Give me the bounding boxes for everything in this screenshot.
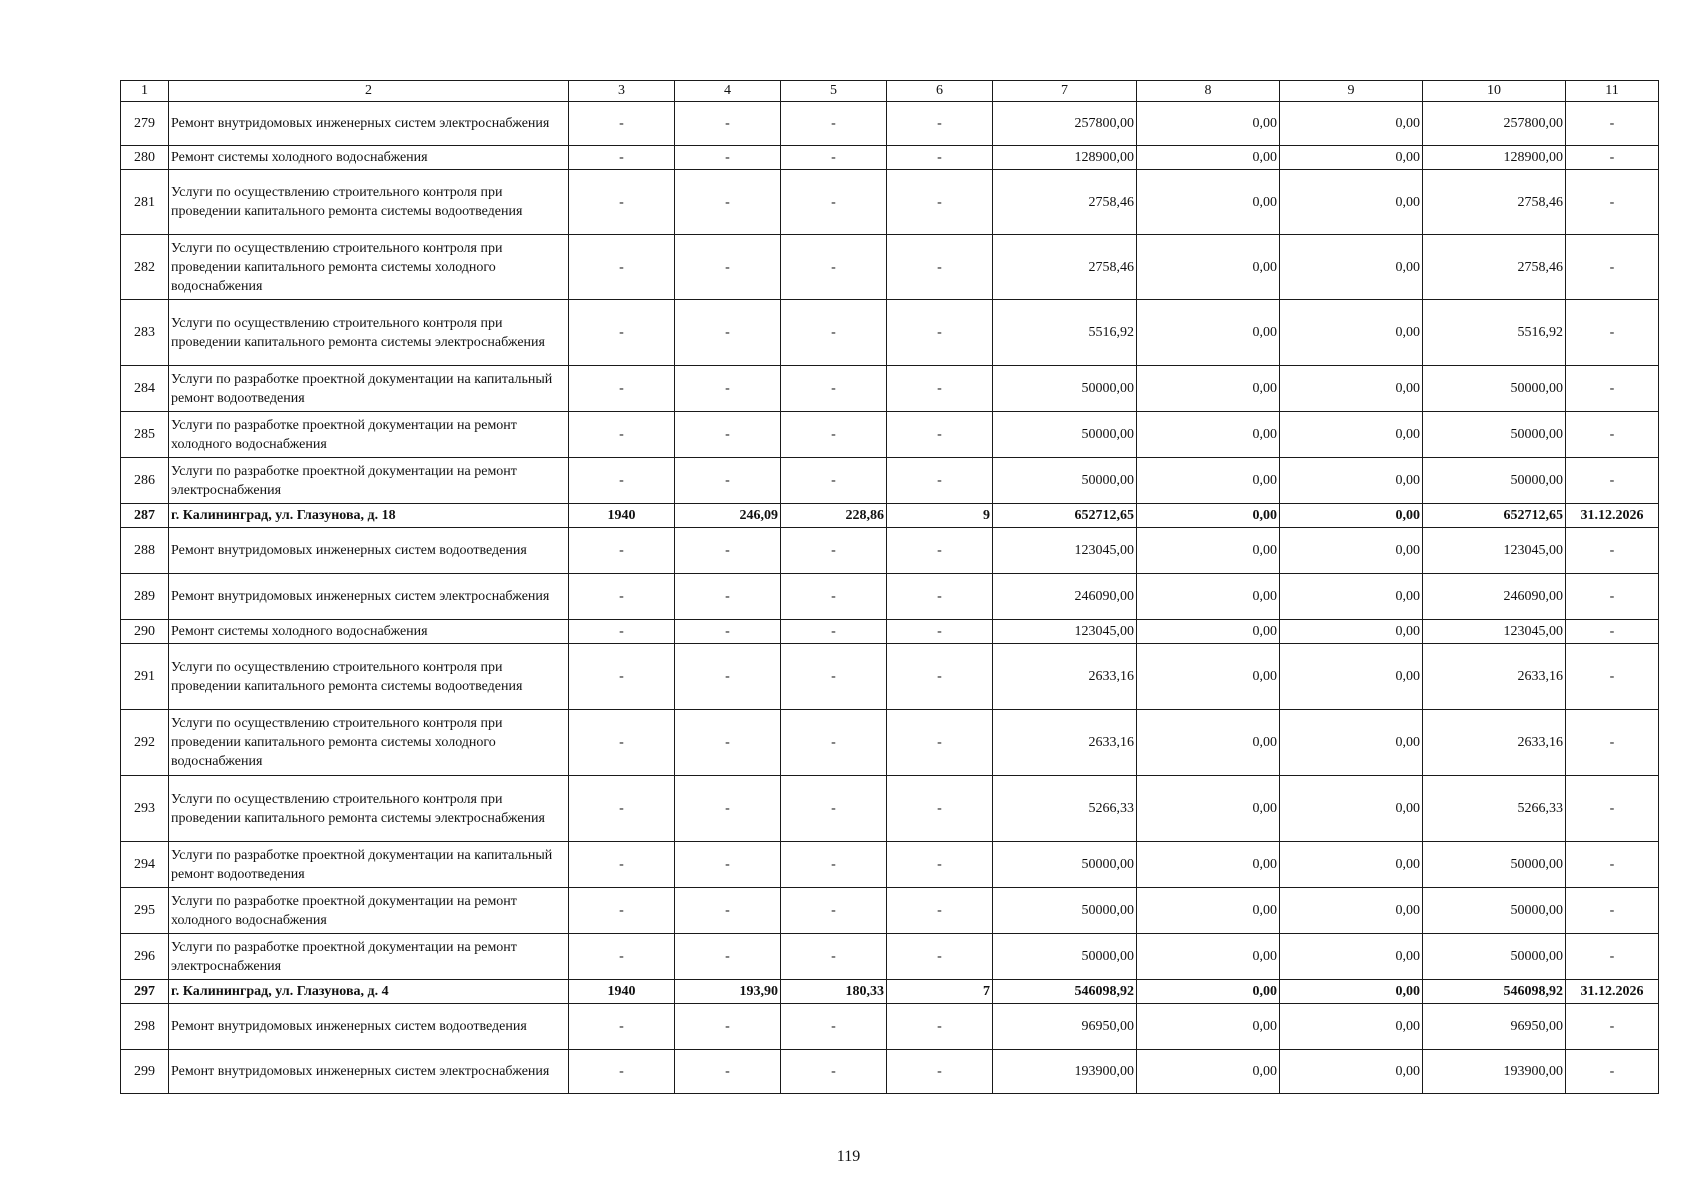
description-cell: Ремонт системы холодного водоснабжения (169, 146, 569, 170)
col-10-cell: 246090,00 (1423, 574, 1566, 620)
deadline-cell: - (1566, 235, 1659, 300)
col-9-cell: 0,00 (1280, 710, 1423, 776)
row-number-cell: 289 (121, 574, 169, 620)
row-number-cell: 282 (121, 235, 169, 300)
col-6-cell: - (887, 776, 993, 842)
col-4-cell: 246,09 (675, 504, 781, 528)
deadline-cell: - (1566, 710, 1659, 776)
build-year-cell: - (569, 170, 675, 235)
col-10-cell: 193900,00 (1423, 1050, 1566, 1094)
col-5-cell: - (781, 1050, 887, 1094)
col-10-cell: 96950,00 (1423, 1004, 1566, 1050)
total-cost-cell: 128900,00 (993, 146, 1137, 170)
col-9-cell: 0,00 (1280, 528, 1423, 574)
col-10-cell: 2758,46 (1423, 235, 1566, 300)
build-year-cell: 1940 (569, 504, 675, 528)
col-10-cell: 50000,00 (1423, 934, 1566, 980)
build-year-cell: - (569, 366, 675, 412)
col-4-cell: - (675, 776, 781, 842)
col-10-cell: 50000,00 (1423, 842, 1566, 888)
table-row (121, 1050, 1659, 1094)
col-10-cell: 123045,00 (1423, 620, 1566, 644)
total-cost-cell: 96950,00 (993, 1004, 1137, 1050)
total-cost-cell: 2758,46 (993, 170, 1137, 235)
table-row (121, 146, 1659, 170)
description-cell: Ремонт внутридомовых инженерных систем электроснабжения (169, 102, 569, 146)
description-cell: Услуги по осуществлению строительного контроля при проведении капитального ремонта системы холодного водоснабжения (169, 710, 569, 776)
col-6-cell: - (887, 888, 993, 934)
col-8-cell: 0,00 (1137, 235, 1280, 300)
col-4-cell: 193,90 (675, 980, 781, 1004)
table-row (121, 366, 1659, 412)
total-cost-cell: 50000,00 (993, 934, 1137, 980)
table-row (121, 412, 1659, 458)
col-10-cell: 5266,33 (1423, 776, 1566, 842)
description-cell: Услуги по разработке проектной документации на ремонт электроснабжения (169, 458, 569, 504)
total-cost-cell: 5266,33 (993, 776, 1137, 842)
deadline-cell: - (1566, 1050, 1659, 1094)
table-row (121, 620, 1659, 644)
row-number-cell: 294 (121, 842, 169, 888)
col-5-cell: - (781, 458, 887, 504)
description-cell: Ремонт внутридомовых инженерных систем водоотведения (169, 1004, 569, 1050)
col-8-cell: 0,00 (1137, 458, 1280, 504)
col-9-cell: 0,00 (1280, 1004, 1423, 1050)
col-10-cell: 257800,00 (1423, 102, 1566, 146)
col-4-cell: - (675, 146, 781, 170)
total-cost-cell: 246090,00 (993, 574, 1137, 620)
total-cost-cell: 5516,92 (993, 300, 1137, 366)
row-number-cell: 296 (121, 934, 169, 980)
col-6-cell: - (887, 934, 993, 980)
build-year-cell: - (569, 528, 675, 574)
deadline-cell: - (1566, 644, 1659, 710)
deadline-cell: - (1566, 776, 1659, 842)
col-5-cell: - (781, 842, 887, 888)
col-6-cell: - (887, 1004, 993, 1050)
col-9-cell: 0,00 (1280, 888, 1423, 934)
col-10-cell: 50000,00 (1423, 888, 1566, 934)
col-9-cell: 0,00 (1280, 620, 1423, 644)
deadline-cell: - (1566, 366, 1659, 412)
col-8-cell: 0,00 (1137, 842, 1280, 888)
col-4-cell: - (675, 366, 781, 412)
deadline-cell: - (1566, 620, 1659, 644)
page-number: 119 (836, 1148, 861, 1165)
total-cost-cell: 257800,00 (993, 102, 1137, 146)
col-10-cell: 2633,16 (1423, 644, 1566, 710)
col-6-cell: - (887, 412, 993, 458)
table-row (121, 776, 1659, 842)
col-10-cell: 2633,16 (1423, 710, 1566, 776)
col-6-cell: - (887, 620, 993, 644)
table-row (121, 458, 1659, 504)
col-9-cell: 0,00 (1280, 776, 1423, 842)
deadline-cell: - (1566, 300, 1659, 366)
column-header: 1 (121, 81, 169, 102)
col-4-cell: - (675, 170, 781, 235)
build-year-cell: - (569, 888, 675, 934)
col-4-cell: - (675, 412, 781, 458)
col-5-cell: - (781, 235, 887, 300)
col-5-cell: - (781, 934, 887, 980)
col-6-cell: - (887, 102, 993, 146)
col-6-cell: - (887, 528, 993, 574)
col-9-cell: 0,00 (1280, 504, 1423, 528)
col-10-cell: 123045,00 (1423, 528, 1566, 574)
col-5-cell: - (781, 888, 887, 934)
col-10-cell: 50000,00 (1423, 458, 1566, 504)
deadline-cell: - (1566, 574, 1659, 620)
total-cost-cell: 50000,00 (993, 412, 1137, 458)
table-row (121, 528, 1659, 574)
build-year-cell: - (569, 842, 675, 888)
col-4-cell: - (675, 842, 781, 888)
build-year-cell: - (569, 1050, 675, 1094)
col-6-cell: 9 (887, 504, 993, 528)
deadline-cell: - (1566, 170, 1659, 235)
col-4-cell: - (675, 710, 781, 776)
col-9-cell: 0,00 (1280, 934, 1423, 980)
col-4-cell: - (675, 102, 781, 146)
col-5-cell: - (781, 170, 887, 235)
repair-schedule-table (120, 80, 1659, 1094)
total-cost-cell: 193900,00 (993, 1050, 1137, 1094)
col-5-cell: - (781, 300, 887, 366)
column-number-header-row (121, 81, 1659, 102)
table-row (121, 644, 1659, 710)
description-cell: Ремонт системы холодного водоснабжения (169, 620, 569, 644)
total-cost-cell: 50000,00 (993, 888, 1137, 934)
row-number-cell: 292 (121, 710, 169, 776)
table-row (121, 888, 1659, 934)
col-5-cell: - (781, 366, 887, 412)
col-8-cell: 0,00 (1137, 710, 1280, 776)
column-header: 2 (169, 81, 569, 102)
col-8-cell: 0,00 (1137, 620, 1280, 644)
col-8-cell: 0,00 (1137, 776, 1280, 842)
row-number-cell: 281 (121, 170, 169, 235)
build-year-cell: - (569, 235, 675, 300)
col-6-cell: - (887, 146, 993, 170)
col-4-cell: - (675, 888, 781, 934)
description-cell: Услуги по разработке проектной документации на ремонт электроснабжения (169, 934, 569, 980)
column-header: 4 (675, 81, 781, 102)
build-year-cell: - (569, 458, 675, 504)
row-number-cell: 285 (121, 412, 169, 458)
description-cell: Услуги по осуществлению строительного контроля при проведении капитального ремонта системы холодного водоснабжения (169, 235, 569, 300)
row-number-cell: 279 (121, 102, 169, 146)
col-8-cell: 0,00 (1137, 644, 1280, 710)
build-year-cell: 1940 (569, 980, 675, 1004)
col-10-cell: 50000,00 (1423, 412, 1566, 458)
column-header: 6 (887, 81, 993, 102)
build-year-cell: - (569, 412, 675, 458)
deadline-cell: - (1566, 102, 1659, 146)
col-6-cell: - (887, 574, 993, 620)
total-cost-cell: 123045,00 (993, 620, 1137, 644)
col-8-cell: 0,00 (1137, 980, 1280, 1004)
build-year-cell: - (569, 620, 675, 644)
total-cost-cell: 2758,46 (993, 235, 1137, 300)
col-5-cell: 180,33 (781, 980, 887, 1004)
deadline-cell: - (1566, 458, 1659, 504)
col-8-cell: 0,00 (1137, 574, 1280, 620)
description-cell: Услуги по разработке проектной документации на капитальный ремонт водоотведения (169, 842, 569, 888)
total-cost-cell: 2633,16 (993, 644, 1137, 710)
col-5-cell: - (781, 644, 887, 710)
deadline-cell: - (1566, 528, 1659, 574)
col-9-cell: 0,00 (1280, 366, 1423, 412)
col-4-cell: - (675, 644, 781, 710)
col-9-cell: 0,00 (1280, 146, 1423, 170)
deadline-cell: - (1566, 888, 1659, 934)
row-number-cell: 288 (121, 528, 169, 574)
description-cell: Услуги по осуществлению строительного контроля при проведении капитального ремонта системы водоотведения (169, 644, 569, 710)
col-4-cell: - (675, 574, 781, 620)
description-cell: Ремонт внутридомовых инженерных систем электроснабжения (169, 574, 569, 620)
description-cell: Услуги по осуществлению строительного контроля при проведении капитального ремонта системы электроснабжения (169, 776, 569, 842)
total-cost-cell: 123045,00 (993, 528, 1137, 574)
row-number-cell: 291 (121, 644, 169, 710)
col-4-cell: - (675, 300, 781, 366)
col-9-cell: 0,00 (1280, 644, 1423, 710)
col-6-cell: - (887, 235, 993, 300)
description-cell: Услуги по разработке проектной документации на капитальный ремонт водоотведения (169, 366, 569, 412)
col-5-cell: - (781, 710, 887, 776)
col-6-cell: - (887, 366, 993, 412)
description-cell: г. Калининград, ул. Глазунова, д. 18 (169, 504, 569, 528)
total-cost-cell: 652712,65 (993, 504, 1137, 528)
table-body (121, 81, 1659, 1094)
col-4-cell: - (675, 620, 781, 644)
col-4-cell: - (675, 1050, 781, 1094)
col-6-cell: - (887, 1050, 993, 1094)
col-4-cell: - (675, 934, 781, 980)
build-year-cell: - (569, 574, 675, 620)
col-8-cell: 0,00 (1137, 170, 1280, 235)
column-header: 8 (1137, 81, 1280, 102)
build-year-cell: - (569, 146, 675, 170)
table-row (121, 934, 1659, 980)
deadline-cell: 31.12.2026 (1566, 504, 1659, 528)
col-6-cell: - (887, 458, 993, 504)
col-9-cell: 0,00 (1280, 235, 1423, 300)
row-number-cell: 299 (121, 1050, 169, 1094)
column-header: 9 (1280, 81, 1423, 102)
col-6-cell: - (887, 300, 993, 366)
col-5-cell: - (781, 1004, 887, 1050)
deadline-cell: 31.12.2026 (1566, 980, 1659, 1004)
col-8-cell: 0,00 (1137, 300, 1280, 366)
col-4-cell: - (675, 235, 781, 300)
deadline-cell: - (1566, 412, 1659, 458)
row-number-cell: 283 (121, 300, 169, 366)
col-6-cell: - (887, 710, 993, 776)
description-cell: Услуги по разработке проектной документации на ремонт холодного водоснабжения (169, 888, 569, 934)
deadline-cell: - (1566, 842, 1659, 888)
col-8-cell: 0,00 (1137, 888, 1280, 934)
table-row (121, 102, 1659, 146)
col-4-cell: - (675, 1004, 781, 1050)
col-9-cell: 0,00 (1280, 412, 1423, 458)
build-year-cell: - (569, 300, 675, 366)
table-row (121, 710, 1659, 776)
description-cell: Услуги по осуществлению строительного контроля при проведении капитального ремонта системы водоотведения (169, 170, 569, 235)
description-cell: Услуги по разработке проектной документации на ремонт холодного водоснабжения (169, 412, 569, 458)
col-9-cell: 0,00 (1280, 458, 1423, 504)
col-6-cell: - (887, 644, 993, 710)
col-8-cell: 0,00 (1137, 102, 1280, 146)
column-header: 3 (569, 81, 675, 102)
col-6-cell: - (887, 170, 993, 235)
description-cell: г. Калининград, ул. Глазунова, д. 4 (169, 980, 569, 1004)
row-number-cell: 287 (121, 504, 169, 528)
col-9-cell: 0,00 (1280, 842, 1423, 888)
total-cost-cell: 50000,00 (993, 458, 1137, 504)
table-row (121, 842, 1659, 888)
row-number-cell: 295 (121, 888, 169, 934)
total-cost-cell: 2633,16 (993, 710, 1137, 776)
col-8-cell: 0,00 (1137, 412, 1280, 458)
col-8-cell: 0,00 (1137, 528, 1280, 574)
description-cell: Ремонт внутридомовых инженерных систем водоотведения (169, 528, 569, 574)
build-year-cell: - (569, 644, 675, 710)
row-number-cell: 297 (121, 980, 169, 1004)
column-header: 10 (1423, 81, 1566, 102)
row-number-cell: 298 (121, 1004, 169, 1050)
col-5-cell: 228,86 (781, 504, 887, 528)
total-cost-cell: 546098,92 (993, 980, 1137, 1004)
build-year-cell: - (569, 934, 675, 980)
col-6-cell: 7 (887, 980, 993, 1004)
col-5-cell: - (781, 102, 887, 146)
col-9-cell: 0,00 (1280, 980, 1423, 1004)
total-cost-cell: 50000,00 (993, 842, 1137, 888)
col-10-cell: 546098,92 (1423, 980, 1566, 1004)
column-header: 5 (781, 81, 887, 102)
row-number-cell: 290 (121, 620, 169, 644)
address-row (121, 504, 1659, 528)
col-10-cell: 2758,46 (1423, 170, 1566, 235)
deadline-cell: - (1566, 1004, 1659, 1050)
col-9-cell: 0,00 (1280, 102, 1423, 146)
description-cell: Ремонт внутридомовых инженерных систем электроснабжения (169, 1050, 569, 1094)
column-header: 7 (993, 81, 1137, 102)
table-row (121, 300, 1659, 366)
col-8-cell: 0,00 (1137, 146, 1280, 170)
col-10-cell: 50000,00 (1423, 366, 1566, 412)
col-5-cell: - (781, 528, 887, 574)
column-header: 11 (1566, 81, 1659, 102)
address-row (121, 980, 1659, 1004)
col-8-cell: 0,00 (1137, 934, 1280, 980)
table-row (121, 235, 1659, 300)
col-6-cell: - (887, 842, 993, 888)
table-row (121, 574, 1659, 620)
deadline-cell: - (1566, 934, 1659, 980)
table-row (121, 170, 1659, 235)
col-5-cell: - (781, 412, 887, 458)
build-year-cell: - (569, 710, 675, 776)
col-4-cell: - (675, 528, 781, 574)
col-5-cell: - (781, 574, 887, 620)
row-number-cell: 284 (121, 366, 169, 412)
description-cell: Услуги по осуществлению строительного контроля при проведении капитального ремонта системы электроснабжения (169, 300, 569, 366)
build-year-cell: - (569, 1004, 675, 1050)
col-10-cell: 5516,92 (1423, 300, 1566, 366)
col-9-cell: 0,00 (1280, 1050, 1423, 1094)
col-9-cell: 0,00 (1280, 574, 1423, 620)
deadline-cell: - (1566, 146, 1659, 170)
row-number-cell: 280 (121, 146, 169, 170)
col-10-cell: 128900,00 (1423, 146, 1566, 170)
col-5-cell: - (781, 620, 887, 644)
col-8-cell: 0,00 (1137, 1050, 1280, 1094)
col-8-cell: 0,00 (1137, 504, 1280, 528)
build-year-cell: - (569, 776, 675, 842)
total-cost-cell: 50000,00 (993, 366, 1137, 412)
build-year-cell: - (569, 102, 675, 146)
col-10-cell: 652712,65 (1423, 504, 1566, 528)
table-row (121, 1004, 1659, 1050)
repair-schedule-table-container (120, 80, 1658, 1094)
row-number-cell: 286 (121, 458, 169, 504)
col-9-cell: 0,00 (1280, 300, 1423, 366)
col-5-cell: - (781, 776, 887, 842)
row-number-cell: 293 (121, 776, 169, 842)
col-4-cell: - (675, 458, 781, 504)
col-5-cell: - (781, 146, 887, 170)
col-8-cell: 0,00 (1137, 366, 1280, 412)
col-8-cell: 0,00 (1137, 1004, 1280, 1050)
col-9-cell: 0,00 (1280, 170, 1423, 235)
